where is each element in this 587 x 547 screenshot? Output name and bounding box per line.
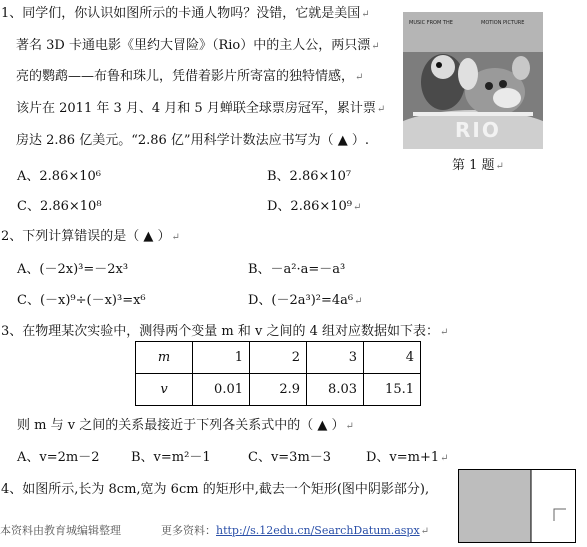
q1-option-d: D、2.86×10⁹↵ xyxy=(267,199,362,214)
poster-caption-right: MOTION PICTURE xyxy=(481,20,525,26)
table-cell: 2 xyxy=(250,342,307,374)
table-row-m xyxy=(136,342,421,374)
row-label-m: m xyxy=(136,342,193,374)
q1-line-1: 1、同学们，你认识如图所示的卡通人物吗？没错，它就是美国↵ xyxy=(1,6,370,21)
table-cell: 4 xyxy=(364,342,421,374)
q1-line-4: 该片在 2011 年 3 月、4 月和 5 月蝉联全球票房冠军，累计票↵ xyxy=(16,101,386,116)
q1-line-3: 亮的鹦鹉——布鲁和珠儿，凭借着影片所寄富的独特情感，↵ xyxy=(16,69,364,84)
table-row-v xyxy=(136,374,421,406)
q3-option-a: A、v=2m－2 xyxy=(17,450,100,465)
q1-line-2: 著名 3D 卡通电影《里约大冒险》（Rio）中的主人公，两只漂↵ xyxy=(16,38,380,53)
table-cell: 8.03 xyxy=(307,374,364,406)
q3-option-c: C、v=3m－3 xyxy=(248,450,332,465)
poster-caption-left: MUSIC FROM THE xyxy=(409,20,453,26)
q3-option-d: D、v=m+1↵ xyxy=(366,450,449,465)
q1-option-a: A、2.86×10⁶ xyxy=(17,169,101,184)
table-cell: 2.9 xyxy=(250,374,307,406)
poster-title-logo: RIO xyxy=(455,118,501,142)
table-cell: 3 xyxy=(307,342,364,374)
q3-stem: 3、在物理某次实验中，测得两个变量 m 和 v 之间的 4 组对应数据如下表：↵ xyxy=(1,324,449,339)
figure-caption: 第 1 题↵ xyxy=(452,158,504,173)
q4-stem: 4、如图所示,长为 8cm,宽为 6cm 的矩形中,截去一个矩形(图中阴影部分), xyxy=(1,482,430,497)
q3-option-b: B、v=m²－1 xyxy=(131,450,211,465)
row-label-v: v xyxy=(136,374,193,406)
q2-stem: 2、下列计算错误的是（ ▲ ）↵ xyxy=(1,229,180,244)
rectangle-diagram xyxy=(458,469,576,543)
footer-source: 本资料由教育城编辑整理 xyxy=(0,524,121,537)
q2-option-b: B、－a²·a=－a³ xyxy=(248,262,346,277)
footer-link[interactable]: http://s.12edu.cn/SearchDatum.aspx xyxy=(216,524,420,537)
footer-more: 更多资料：http://s.12edu.cn/SearchDatum.aspx↵ xyxy=(161,524,430,537)
data-table xyxy=(135,341,421,406)
q1-option-b: B、2.86×10⁷ xyxy=(267,169,352,184)
rectangle-figure xyxy=(458,469,576,543)
q1-option-c: C、2.86×10⁸ xyxy=(17,199,102,214)
movie-poster-image xyxy=(403,12,543,149)
q2-option-c: C、(－x)⁹÷(－x)³=x⁶ xyxy=(17,293,146,308)
q2-option-d: D、(－2a³)²=4a⁶↵ xyxy=(248,293,363,308)
q1-line-5: 房达 2.86 亿美元。“2.86 亿”用科学计数法应书写为（ ▲ ）. xyxy=(16,133,369,148)
q2-option-a: A、(－2x)³=－2x³ xyxy=(17,262,129,277)
table-cell: 1 xyxy=(193,342,250,374)
footer-more-label: 更多资料： xyxy=(161,524,216,537)
q3-question: 则 m 与 v 之间的关系最接近于下列各关系式中的（ ▲ ）↵ xyxy=(17,418,354,433)
table-cell: 0.01 xyxy=(193,374,250,406)
table-cell: 15.1 xyxy=(364,374,421,406)
